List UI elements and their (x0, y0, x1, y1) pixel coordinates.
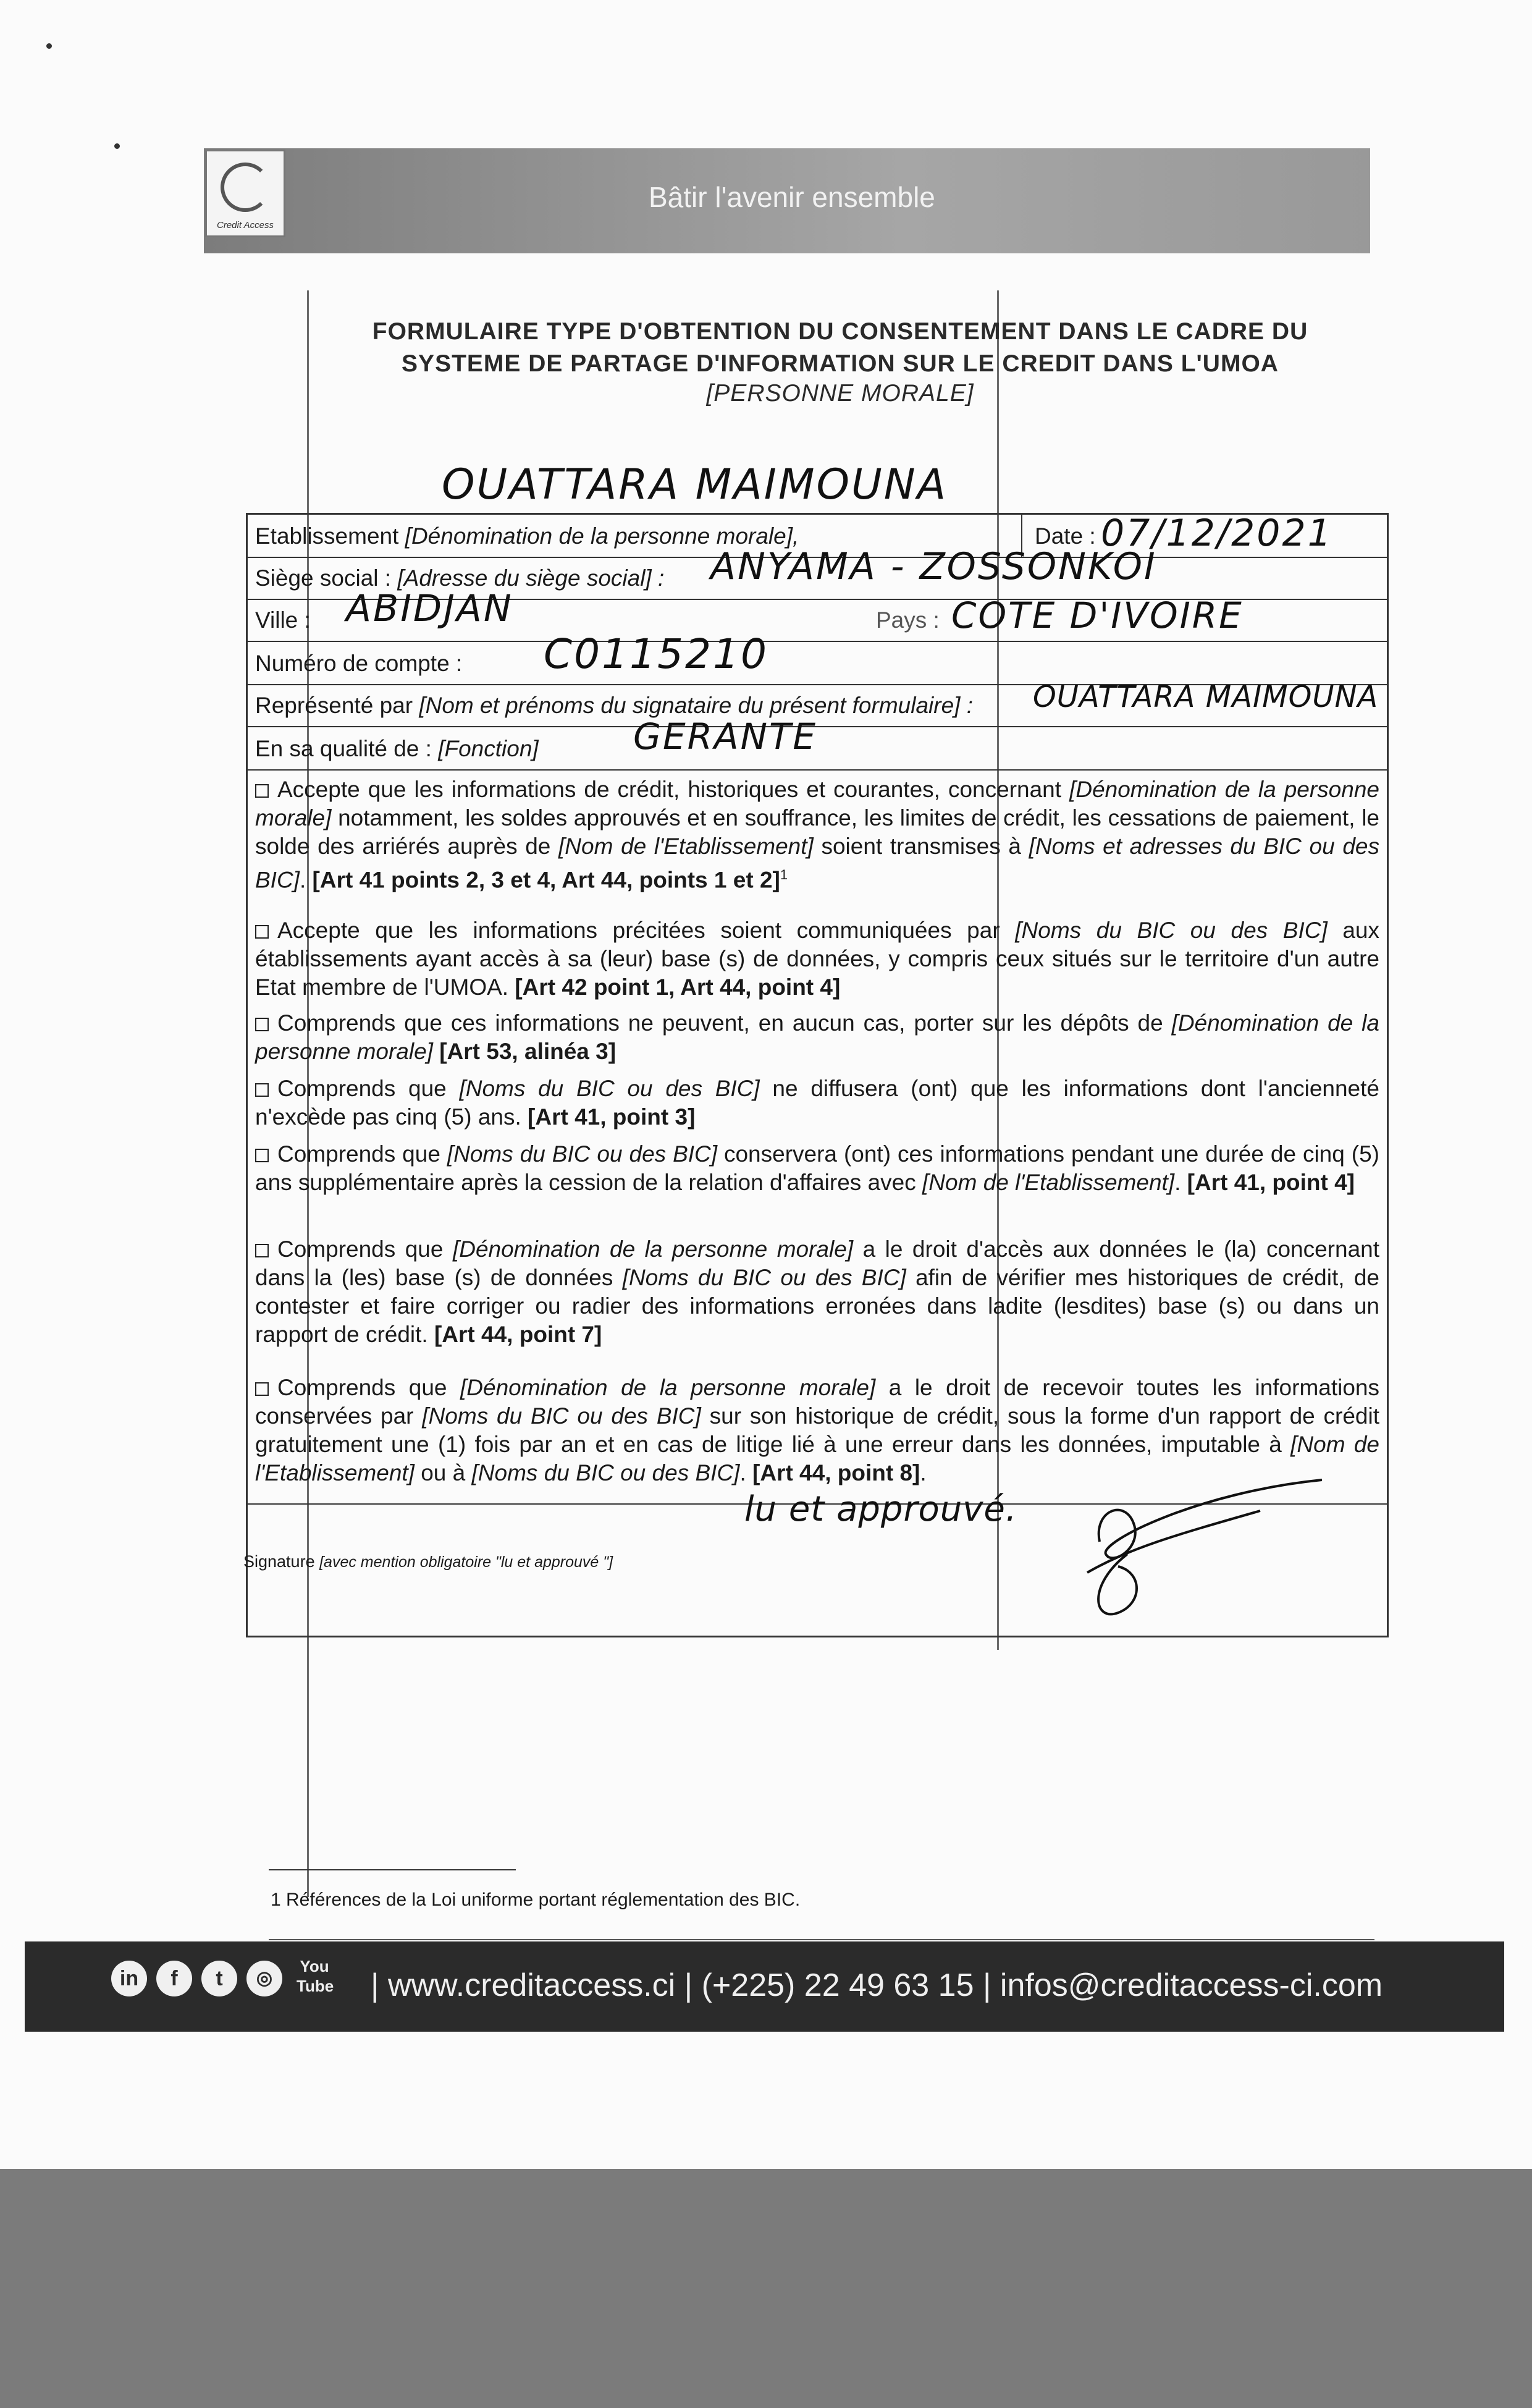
scan-speck (46, 43, 52, 49)
handwritten-pays: COTE D'IVOIRE (951, 594, 1244, 636)
clause-1: Accepte que les informations de crédit, historiques et courantes, concernant [Dénomination de la personne morale] notamment, les soldes approuvés et en souffrance, les limites de crédit, les cessations de paiement, le solde des arriérés auprès de [Nom de l'Etablissement] soient transmises à [Noms et adresses du BIC ou des BIC]. [Art 41 points 2, 3 et 4, Art 44, points 1 et 2]$^1$ (255, 777, 1379, 893)
clause-4: Comprends que [Noms du BIC ou des BIC] ne diffusera (ont) que les informations dont l'ancienneté n'excède pas cinq (5) ans. [Art 41, point 3] (255, 1076, 1379, 1130)
form-title-line-2: SYSTEME DE PARTAGE D'INFORMATION SUR LE CREDIT DANS L'UMOA (402, 350, 1279, 377)
footer-rule (269, 1939, 1374, 1940)
compte-label: Numéro de compte : (255, 651, 463, 676)
instagram-icon[interactable]: ◎ (246, 1961, 282, 1996)
signature-hint: [avec mention obligatoire "lu et approuvé "] (319, 1553, 613, 1571)
etablissement-label: Etablissement (255, 523, 399, 549)
row-compte (248, 642, 1387, 685)
date-label: Date : (1035, 523, 1096, 549)
signature-label: Signature [avec mention obligatoire "lu et approuvé "] (243, 1552, 613, 1571)
clause-3: Comprends que ces informations ne peuvent, en aucun cas, porter sur les dépôts de [Dénomination de la personne morale] [Art 53, alinéa 3] (255, 1010, 1379, 1064)
clause-2: Accepte que les informations précitées soient communiquées par [Noms du BIC ou des BIC] aux établissements ayant accès à sa (leur) base (s) de données, y compris ceux situés sur le territoire d'un autre Etat membre de l'UMOA. [Art 42 point 1, Art 44, point 4] (255, 918, 1379, 1000)
checkbox[interactable] (255, 1083, 269, 1097)
handwritten-ville: ABIDJAN (346, 587, 513, 630)
represente-label: Représenté par (255, 693, 413, 718)
twitter-icon[interactable]: t (201, 1961, 237, 1996)
handwritten-mention: lu et approuvé. (744, 1489, 1017, 1529)
handwritten-siege: ANYAMA - ZOSSONKOI (710, 545, 1157, 588)
credit-access-logo (205, 150, 285, 237)
represente-hint: [Nom et prénoms du signataire du présent formulaire] : (419, 693, 973, 718)
checkbox[interactable] (255, 1149, 269, 1162)
etablissement-hint: [Dénomination de la personne morale], (405, 523, 799, 549)
siege-label: Siège social : (255, 565, 392, 591)
checkbox[interactable] (255, 1018, 269, 1031)
checkbox[interactable] (255, 1382, 269, 1396)
handwritten-signature (1075, 1474, 1334, 1628)
clause-7: Comprends que [Dénomination de la personne morale] a le droit de recevoir toutes les informations conservées par [Noms du BIC ou des BIC] sur son historique de crédit, sous la forme d'un rapport de crédit gratuitement une (1) fois par an et en cas de litige lié à une erreur dans les données, imputable à [Nom de l'Etablissement] ou à [Noms du BIC ou des BIC]. [Art 44, point 8]. (255, 1375, 1380, 1485)
facebook-icon[interactable]: f (156, 1961, 192, 1996)
ville-label: Ville : (255, 607, 311, 633)
checkbox[interactable] (255, 1244, 269, 1257)
youtube-icon[interactable]: You Tube (297, 1957, 334, 1995)
qualite-label: En sa qualité de : (255, 736, 432, 761)
form-title-line-3: [PERSONNE MORALE] (706, 380, 974, 407)
qualite-hint: [Fonction] (438, 736, 539, 761)
clause-6: Comprends que [Dénomination de la personne morale] a le droit d'accès aux données le (la) concernant dans la (les) base (s) de données [Noms du BIC ou des BIC] afin de vérifier mes historiques de crédit, de contester et faire corriger ou radier des informations erronées dans ladite (lesdites) base (s) ou dans un rapport de crédit. [Art 44, point 7] (255, 1236, 1380, 1347)
checkbox[interactable] (255, 925, 269, 939)
linkedin-icon[interactable]: in (111, 1961, 147, 1996)
handwritten-date: 07/12/2021 (1101, 512, 1333, 555)
footnote: 1 Références de la Loi uniforme portant réglementation des BIC. (271, 1890, 801, 1910)
handwritten-name-top: OUATTARA MAIMOUNA (442, 460, 948, 509)
scan-speck (114, 143, 120, 149)
handwritten-qualite: GERANTE (633, 716, 818, 758)
footnote-separator (269, 1869, 516, 1870)
siege-hint: [Adresse du siège social] : (397, 565, 665, 591)
footer-contact[interactable]: | www.creditaccess.ci | (+225) 22 49 63 15 | infos@creditaccess-ci.com (371, 1967, 1383, 2003)
slogan: Bâtir l'avenir ensemble (649, 181, 935, 213)
checkbox[interactable] (255, 784, 269, 798)
form-title-line-1: FORMULAIRE TYPE D'OBTENTION DU CONSENTEMENT DANS LE CADRE DU (372, 318, 1308, 345)
logo-ring-icon (221, 163, 270, 212)
handwritten-represente: OUATTARA MAIMOUNA (1033, 680, 1379, 714)
logo-text: Credit Access (217, 220, 274, 230)
handwritten-account-number: C0115210 (544, 630, 769, 678)
clause-5: Comprends que [Noms du BIC ou des BIC] conservera (ont) ces informations pendant une durée de cinq (5) ans supplémentaire après la cession de la relation d'affaires avec [Nom de l'Etablissement]. [Art 41, point 4] (255, 1141, 1379, 1195)
pays-label: Pays : (876, 607, 940, 633)
